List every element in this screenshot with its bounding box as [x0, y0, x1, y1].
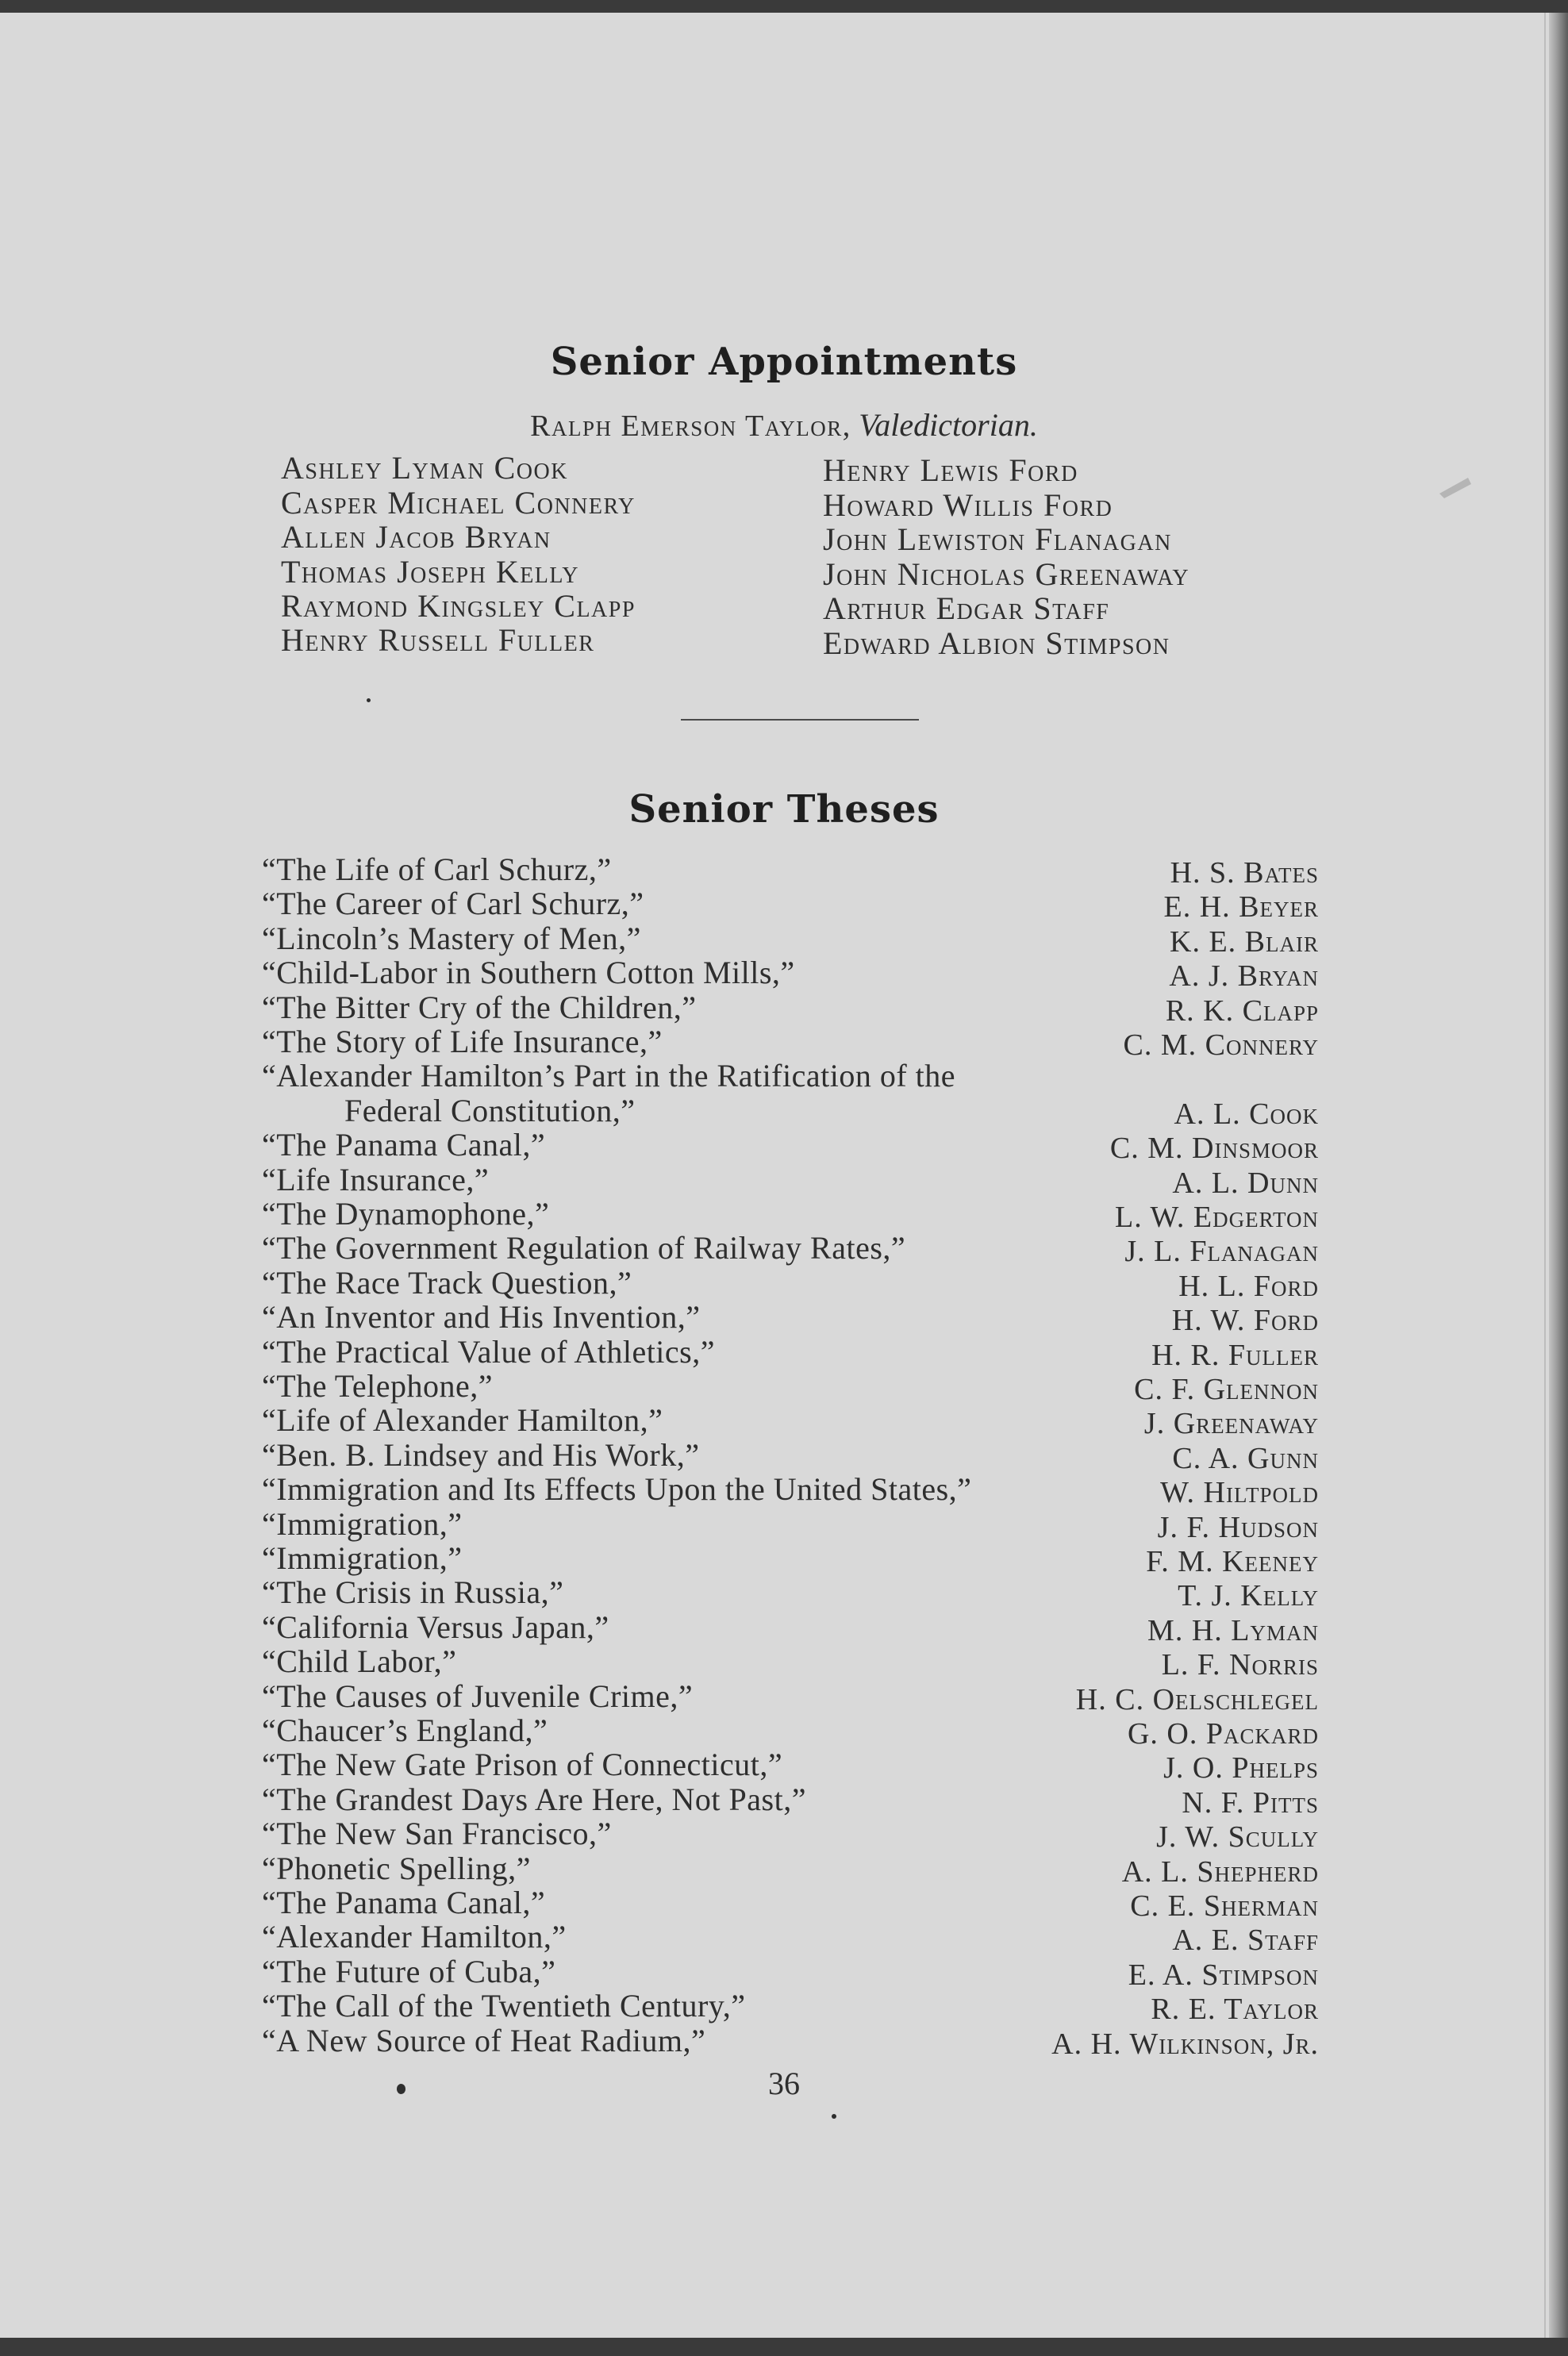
- thesis-author: L. W. Edgerton: [1115, 1201, 1319, 1234]
- appointee-name: Casper Michael Connery: [281, 485, 636, 521]
- thesis-title: “The Telephone,”: [262, 1368, 493, 1404]
- thesis-title: “Phonetic Spelling,”: [262, 1851, 531, 1886]
- thesis-author: C. M. Dinsmoor: [1109, 1132, 1319, 1165]
- thesis-title: “An Inventor and His Invention,”: [262, 1299, 701, 1335]
- thesis-author: J. O. Phelps: [1163, 1751, 1319, 1785]
- thesis-author: A. L. Cook: [1174, 1097, 1319, 1131]
- thesis-title: “Immigration and Its Effects Upon the United States,”: [262, 1471, 972, 1507]
- thesis-title: “Alexander Hamilton,”: [262, 1919, 567, 1954]
- appointee-name: Henry Lewis Ford: [823, 452, 1078, 488]
- thesis-title: “A New Source of Heat Radium,”: [262, 2023, 706, 2058]
- ink-speck: [367, 698, 371, 702]
- thesis-title: “Alexander Hamilton’s Part in the Ratification of the: [262, 1058, 956, 1093]
- thesis-title: “The Future of Cuba,”: [262, 1954, 556, 1989]
- thesis-author: H. S. Bates: [1170, 856, 1319, 890]
- appointee-name: Henry Russell Fuller: [281, 622, 595, 658]
- appointee-name: Thomas Joseph Kelly: [281, 554, 579, 590]
- appointee-name: Raymond Kingsley Clapp: [281, 588, 636, 624]
- thesis-author: J. Greenaway: [1143, 1407, 1319, 1440]
- thesis-author: N. F. Pitts: [1182, 1786, 1319, 1820]
- thesis-title: “The Race Track Question,”: [262, 1265, 632, 1301]
- thesis-title: “The Panama Canal,”: [262, 1885, 546, 1920]
- appointee-name: John Nicholas Greenaway: [823, 556, 1190, 592]
- thesis-title: “The Causes of Juvenile Crime,”: [262, 1678, 694, 1714]
- thesis-title: “The Bitter Cry of the Children,”: [262, 990, 697, 1025]
- thesis-author: H. L. Ford: [1178, 1270, 1319, 1303]
- thesis-title: “The Call of the Twentieth Century,”: [262, 1988, 746, 2024]
- thesis-author: A. L. Shepherd: [1121, 1855, 1319, 1889]
- thesis-author: L. F. Norris: [1161, 1648, 1319, 1681]
- valedictorian-line: [0, 406, 1568, 444]
- thesis-author: T. J. Kelly: [1178, 1579, 1319, 1612]
- appointee-name: Arthur Edgar Staff: [823, 590, 1110, 626]
- appointee-name: Howard Willis Ford: [823, 487, 1113, 523]
- thesis-author: A. L. Dunn: [1172, 1166, 1319, 1200]
- ink-speck: [397, 2084, 405, 2094]
- thesis-author: F. M. Keeney: [1146, 1545, 1319, 1578]
- thesis-title: “Immigration,”: [262, 1540, 463, 1576]
- thesis-title: “Immigration,”: [262, 1506, 463, 1542]
- thesis-author: W. Hiltpold: [1160, 1476, 1319, 1509]
- thesis-author: A. J. Bryan: [1169, 959, 1319, 993]
- thesis-title: “The Grandest Days Are Here, Not Past,”: [262, 1781, 806, 1817]
- valedictorian-role: Valedictorian.: [859, 407, 1038, 443]
- thesis-title: “Lincoln’s Mastery of Men,”: [262, 920, 641, 956]
- thesis-title: “The Story of Life Insurance,”: [262, 1024, 663, 1059]
- thesis-title: “The Government Regulation of Railway Rates,”: [262, 1230, 906, 1266]
- thesis-title: “The Dynamophone,”: [262, 1196, 550, 1232]
- scan-border-top: [0, 0, 1568, 13]
- page-number: 36: [768, 2066, 800, 2101]
- thesis-title: “California Versus Japan,”: [262, 1609, 609, 1645]
- thesis-title: “The New San Francisco,”: [262, 1816, 612, 1851]
- thesis-author: A. H. Wilkinson, Jr.: [1051, 2027, 1319, 2061]
- thesis-author: E. A. Stimpson: [1128, 1958, 1319, 1992]
- thesis-author: R. E. Taylor: [1151, 1993, 1319, 2026]
- thesis-title: “Life of Alexander Hamilton,”: [262, 1402, 663, 1438]
- thesis-author: G. O. Packard: [1127, 1717, 1319, 1751]
- thesis-author: C. M. Connery: [1123, 1028, 1319, 1062]
- thesis-title: “The Career of Carl Schurz,”: [262, 886, 644, 921]
- thesis-title: “Ben. B. Lindsey and His Work,”: [262, 1437, 700, 1473]
- thesis-title: “Child Labor,”: [262, 1643, 457, 1679]
- thesis-author: M. H. Lyman: [1147, 1614, 1319, 1647]
- ink-speck: [832, 2114, 836, 2119]
- thesis-title: “The Life of Carl Schurz,”: [262, 851, 612, 887]
- thesis-author: C. E. Sherman: [1130, 1889, 1319, 1923]
- thesis-author: H. C. Oelschlegel: [1075, 1683, 1319, 1716]
- thesis-title: “Life Insurance,”: [262, 1162, 490, 1197]
- thesis-author: J. L. Flanagan: [1124, 1235, 1319, 1268]
- thesis-title: “Child-Labor in Southern Cotton Mills,”: [262, 955, 795, 990]
- scan-border-bottom: [0, 2338, 1568, 2356]
- valedictorian-name: Ralph Emerson Taylor,: [530, 409, 851, 443]
- appointee-name: Ashley Lyman Cook: [281, 450, 568, 486]
- appointments-heading: Senior Appointments: [550, 340, 1018, 384]
- thesis-author: H. R. Fuller: [1151, 1339, 1319, 1372]
- thesis-author: J. F. Hudson: [1157, 1511, 1319, 1544]
- appointee-name: Edward Albion Stimpson: [823, 625, 1170, 661]
- thesis-author: J. W. Scully: [1156, 1820, 1319, 1854]
- thesis-author: E. H. Beyer: [1163, 890, 1319, 924]
- thesis-author: C. A. Gunn: [1172, 1442, 1319, 1475]
- thesis-author: R. K. Clapp: [1165, 994, 1319, 1028]
- appointee-name: Allen Jacob Bryan: [281, 519, 551, 555]
- thesis-title: “The Crisis in Russia,”: [262, 1574, 564, 1610]
- thesis-author: A. E. Staff: [1172, 1924, 1319, 1957]
- thesis-title: “The New Gate Prison of Connecticut,”: [262, 1747, 783, 1782]
- thesis-author: K. E. Blair: [1170, 925, 1319, 959]
- thesis-title: “The Panama Canal,”: [262, 1127, 546, 1163]
- appointee-name: John Lewiston Flanagan: [823, 521, 1172, 557]
- thesis-title: Federal Constitution,”: [344, 1093, 636, 1128]
- thesis-title: “The Practical Value of Athletics,”: [262, 1334, 715, 1370]
- thesis-title: “Chaucer’s England,”: [262, 1712, 548, 1748]
- pencil-mark: [1438, 476, 1473, 500]
- theses-heading: Senior Theses: [628, 787, 940, 832]
- thesis-author: H. W. Ford: [1171, 1304, 1319, 1337]
- section-divider: [681, 719, 919, 721]
- thesis-author: C. F. Glennon: [1134, 1373, 1319, 1406]
